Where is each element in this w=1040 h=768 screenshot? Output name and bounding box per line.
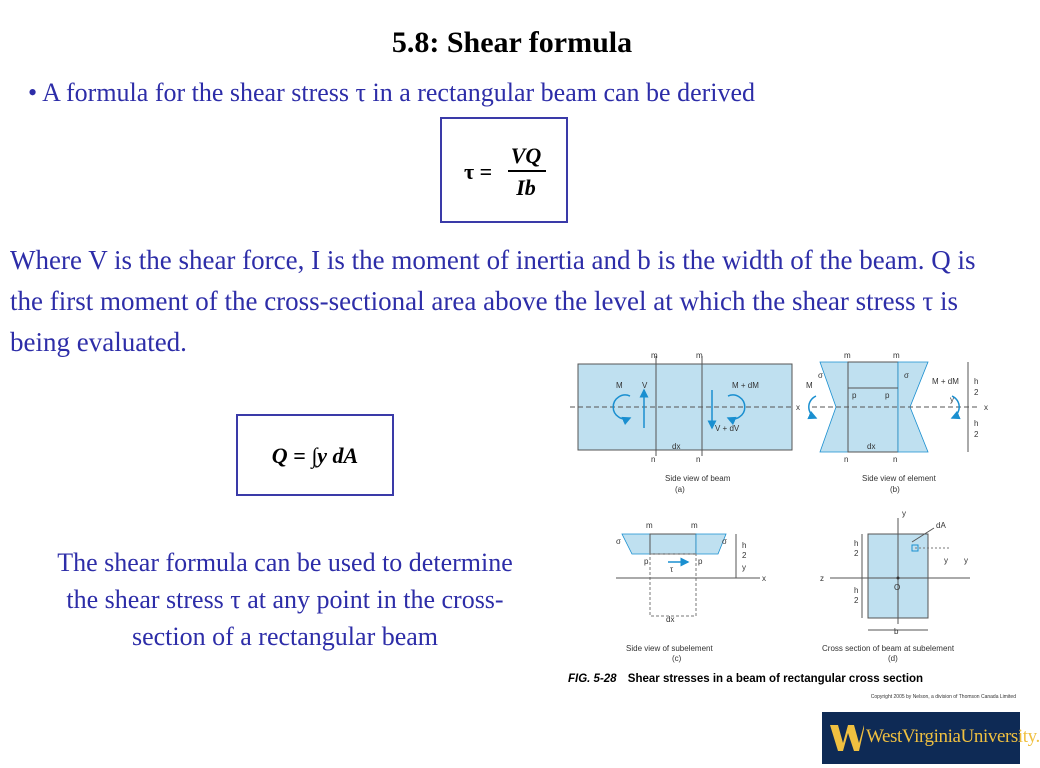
wv-logo-icon [830,721,864,755]
panel-d-cross-section [820,509,970,663]
svg-text:n: n [696,455,701,464]
svg-text:h: h [974,377,979,386]
svg-text:Cross section of beam at subel: Cross section of beam at subelement [822,644,955,653]
svg-text:m: m [646,521,653,530]
svg-text:Side view of beam: Side view of beam [665,474,731,483]
svg-text:V + dV: V + dV [715,424,740,433]
svg-text:m: m [893,351,900,360]
svg-text:M: M [806,381,813,390]
svg-text:M + dM: M + dM [732,381,759,390]
svg-text:x: x [796,403,800,412]
svg-text:O: O [894,583,901,592]
svg-text:x: x [762,574,766,583]
svg-text:σ: σ [904,371,909,380]
svg-text:dx: dx [867,442,876,451]
figure-label: FIG. 5-28 [568,673,617,685]
svg-text:x: x [984,403,988,412]
svg-text:σ: σ [616,537,621,546]
svg-text:b: b [894,627,899,636]
svg-text:(c): (c) [672,654,682,663]
svg-text:τ: τ [670,565,674,574]
svg-text:n: n [651,455,656,464]
svg-text:dA: dA [936,521,946,530]
svg-text:2: 2 [974,388,979,397]
svg-text:m: m [651,351,658,360]
wvu-logo [822,712,1040,764]
panel-c-subelement [616,521,766,663]
svg-text:z: z [820,574,824,583]
figure-caption [568,673,923,685]
slide-title: 5.8: Shear formula [391,26,633,59]
svg-text:(d): (d) [888,654,898,663]
svg-text:V: V [642,381,648,390]
panel-a-beam [570,351,800,494]
svg-text:y: y [950,395,954,404]
svg-text:n: n [844,455,849,464]
svg-text:m: m [696,351,703,360]
svg-text:y: y [902,509,906,518]
figure-caption-text: Shear stresses in a beam of rectangular cross section [627,673,924,685]
formula-lhs: τ = [464,159,493,184]
formula-numerator: VQ [510,143,542,168]
shear-formula [442,119,566,221]
usage-note: The shear formula can be used to determine the shear stress τ at any point in the cross-section of a rectangular beam [57,548,513,651]
svg-text:h: h [974,419,979,428]
panel-b-element [806,351,988,494]
definition-paragraph: Where V is the shear force, I is the moment of inertia and b is the width of the beam. Q is the first moment of the cross-sectional area above the level at which the shear stress τ is being evaluated. [10,245,976,357]
svg-text:dx: dx [672,442,681,451]
shear-formula-box [440,117,568,223]
figure-5-28 [560,348,1024,663]
svg-text:p: p [885,391,890,400]
svg-text:σ: σ [818,371,823,380]
q-formula-box [236,414,394,496]
svg-text:p: p [644,557,649,566]
svg-text:y: y [944,556,948,565]
svg-text:2: 2 [742,551,747,560]
svg-text:h: h [854,586,859,595]
q-formula-text: Q = ∫y dA [271,443,359,468]
svg-text:2: 2 [974,430,979,439]
svg-text:2: 2 [854,596,859,605]
svg-text:dx: dx [666,615,675,624]
bullet-text: • A formula for the shear stress τ in a rectangular beam can be derived [28,78,756,107]
svg-text:h: h [854,539,859,548]
formula-denominator: Ib [516,175,536,200]
copyright-text: Copyright 2005 by Nelson, a division of Thomson Canada Limited [870,694,1016,700]
q-formula [238,416,392,494]
svg-text:M + dM: M + dM [932,377,959,386]
svg-text:h: h [742,541,747,550]
svg-text:Side view of element: Side view of element [862,474,936,483]
svg-text:p: p [852,391,857,400]
svg-text:y: y [742,563,746,572]
svg-text:p: p [698,557,703,566]
svg-text:y: y [964,556,968,565]
svg-text:Side view of subelement: Side view of subelement [626,644,713,653]
svg-text:n: n [893,455,898,464]
wvu-logo-text: WestVirginiaUniversity. [866,726,1040,747]
svg-text:m: m [844,351,851,360]
svg-text:(b): (b) [890,485,900,494]
svg-text:2: 2 [854,549,859,558]
svg-text:M: M [616,381,623,390]
svg-text:m: m [691,521,698,530]
svg-text:σ: σ [722,537,727,546]
svg-text:(a): (a) [675,485,685,494]
